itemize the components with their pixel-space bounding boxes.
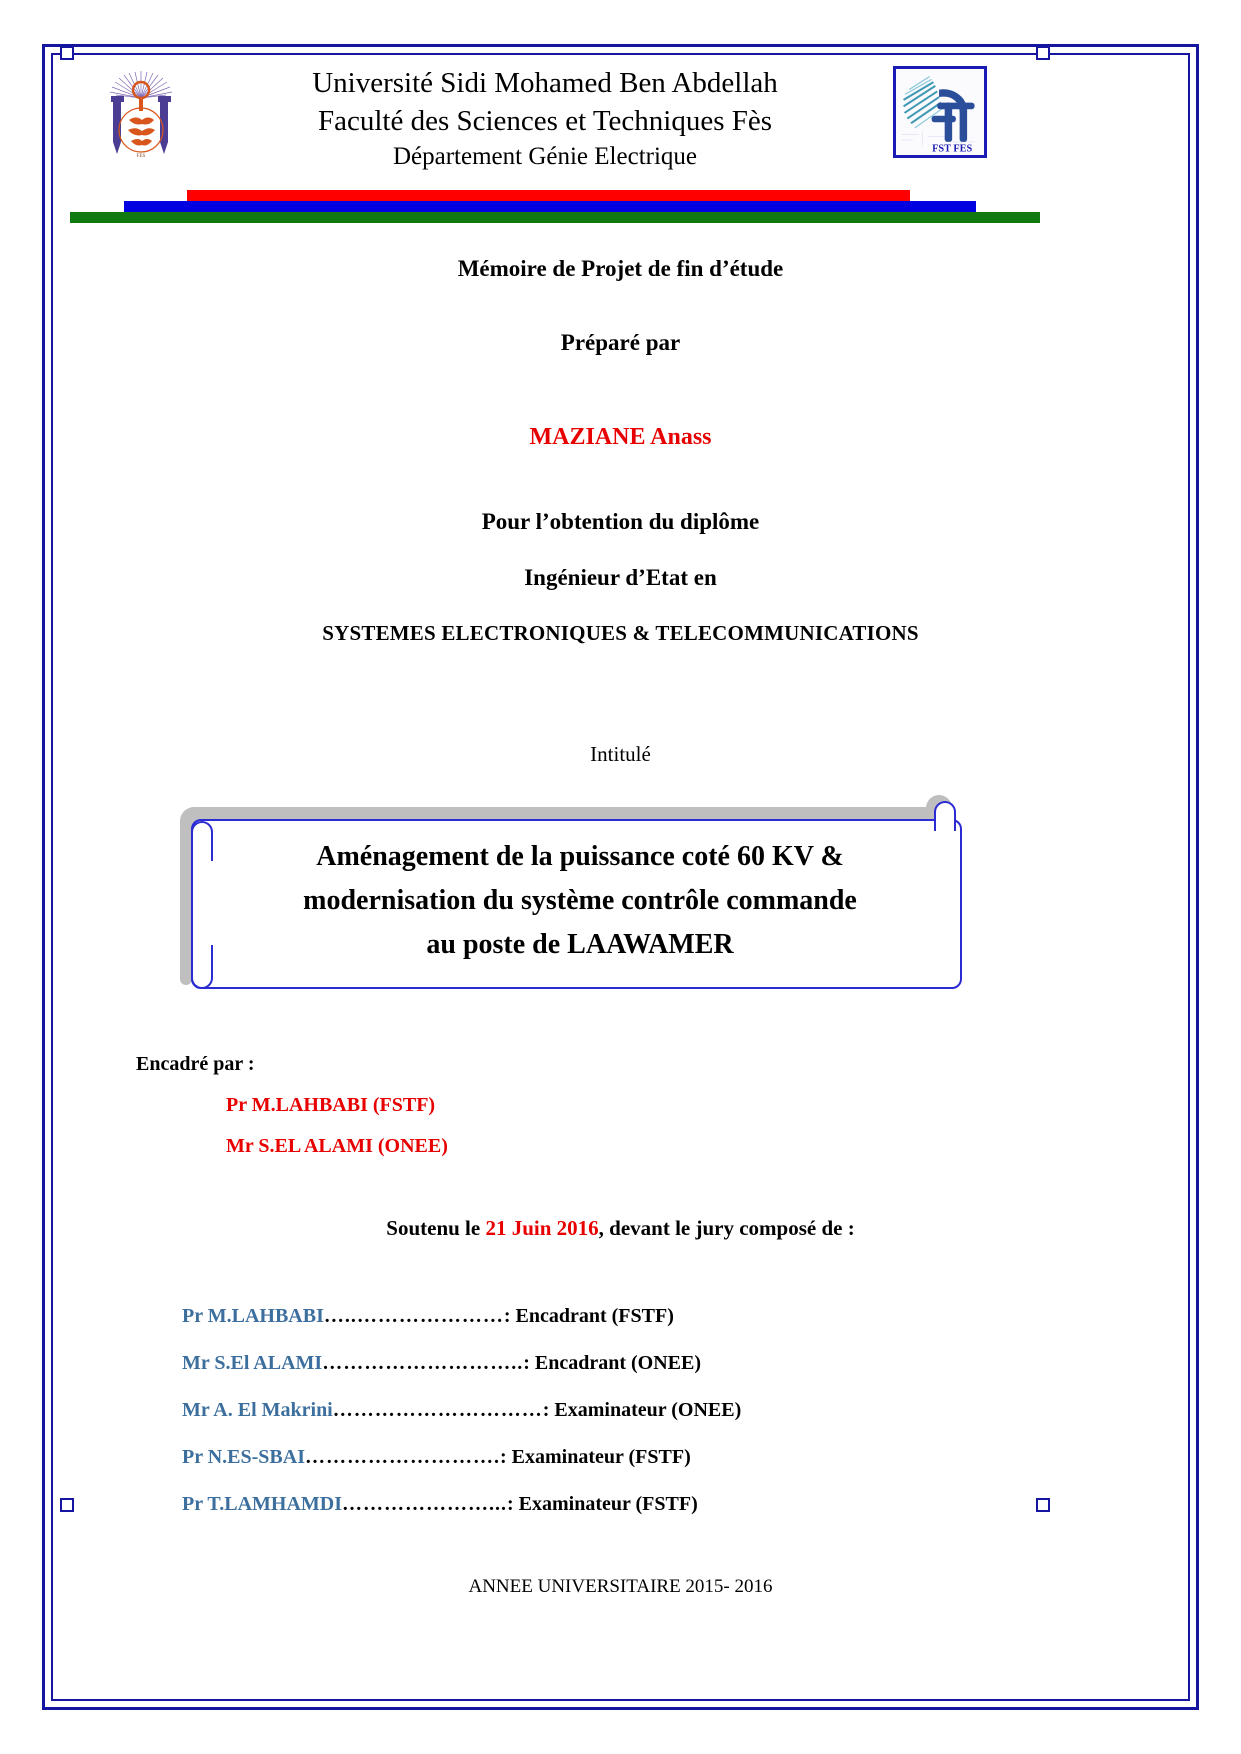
jury-member-row <box>182 1434 1181 1481</box>
department-name: Département Génie Electrique <box>392 143 698 170</box>
jury-member-name: Pr M.LAHBABI <box>182 1305 324 1327</box>
tricolor-rule <box>60 190 1181 232</box>
jury-member-name: Mr S.El ALAMI <box>182 1352 323 1374</box>
intitule-label: Intitulé <box>590 742 651 766</box>
page-content <box>60 56 1181 1696</box>
title-scroll-banner <box>60 795 1181 1005</box>
thesis-title-line-2: modernisation du système contrôle commande <box>303 885 857 916</box>
author-name: MAZIANE Anass <box>529 424 712 450</box>
jury-leader-dots: ……………………….. <box>322 1352 524 1374</box>
jury-member-name: Pr N.ES-SBAI <box>182 1446 305 1468</box>
fst-logo-caption: FST FES <box>932 143 973 155</box>
jury-leader-dots: …..………………… <box>323 1305 504 1327</box>
university-crest-logo <box>98 68 184 164</box>
jury-member-row <box>182 1293 1181 1340</box>
supervision-label: Encadré par : <box>136 1053 255 1075</box>
supervisor-2: Mr S.EL ALAMI (ONEE) <box>226 1135 448 1157</box>
jury-member-row <box>182 1340 1181 1387</box>
jury-leader-dots: ………………………… <box>332 1399 543 1421</box>
jury-member-role: : Encadrant (ONEE) <box>523 1352 701 1374</box>
jury-member-name: Pr T.LAMHAMDI <box>182 1493 342 1515</box>
scroll-curl-top-left <box>191 821 213 861</box>
rule-bar-green <box>70 212 1040 223</box>
program-name: SYSTEMES ELECTRONIQUES & TELECOMMUNICATIONS <box>322 621 919 645</box>
faculty-name: Faculté des Sciences et Techniques Fès <box>317 105 773 137</box>
svg-text:FES: FES <box>136 154 146 159</box>
document-header <box>60 56 1181 186</box>
thesis-title-line-3: au poste de LAAWAMER <box>426 929 734 960</box>
thesis-title-line-1: Aménagement de la puissance coté 60 KV & <box>316 841 844 872</box>
prepared-by-label: Préparé par <box>560 330 681 355</box>
jury-member-name: Mr A. El Makrini <box>182 1399 333 1421</box>
jury-member-role: : Examinateur (ONEE) <box>542 1399 742 1421</box>
cover-main-block <box>60 256 1181 767</box>
jury-member-role: : Encadrant (FSTF) <box>503 1305 674 1327</box>
jury-leader-dots: …………………... <box>342 1493 507 1515</box>
jury-list <box>182 1293 1181 1528</box>
scroll-curl-top-right <box>934 801 956 831</box>
defense-suffix: , devant le jury composé de : <box>598 1216 855 1240</box>
jury-member-row <box>182 1387 1181 1434</box>
scroll-curl-bottom-left <box>191 945 213 989</box>
jury-member-role: : Examinateur (FSTF) <box>500 1446 691 1468</box>
jury-leader-dots: ………………………. <box>305 1446 500 1468</box>
supervisor-1: Pr M.LAHBABI (FSTF) <box>226 1094 436 1116</box>
rule-bar-red <box>187 190 910 201</box>
academic-year-footer: ANNEE UNIVERSITAIRE 2015- 2016 <box>468 1576 773 1597</box>
jury-member-row <box>182 1481 1181 1528</box>
fst-fes-logo <box>893 66 987 158</box>
degree-line: Ingénieur d’Etat en <box>524 565 717 590</box>
defense-prefix: Soutenu le <box>386 1216 486 1240</box>
memoire-heading: Mémoire de Projet de fin d’étude <box>457 256 784 281</box>
diploma-line: Pour l’obtention du diplôme <box>481 509 760 534</box>
defense-date: 21 Juin 2016 <box>485 1216 599 1240</box>
jury-member-role: : Examinateur (FSTF) <box>507 1493 698 1515</box>
institution-titles <box>210 64 880 174</box>
defense-line <box>60 1216 1181 1241</box>
university-name: Université Sidi Mohamed Ben Abdellah <box>312 67 778 99</box>
thesis-title <box>220 835 940 967</box>
rule-bar-blue <box>124 201 976 212</box>
